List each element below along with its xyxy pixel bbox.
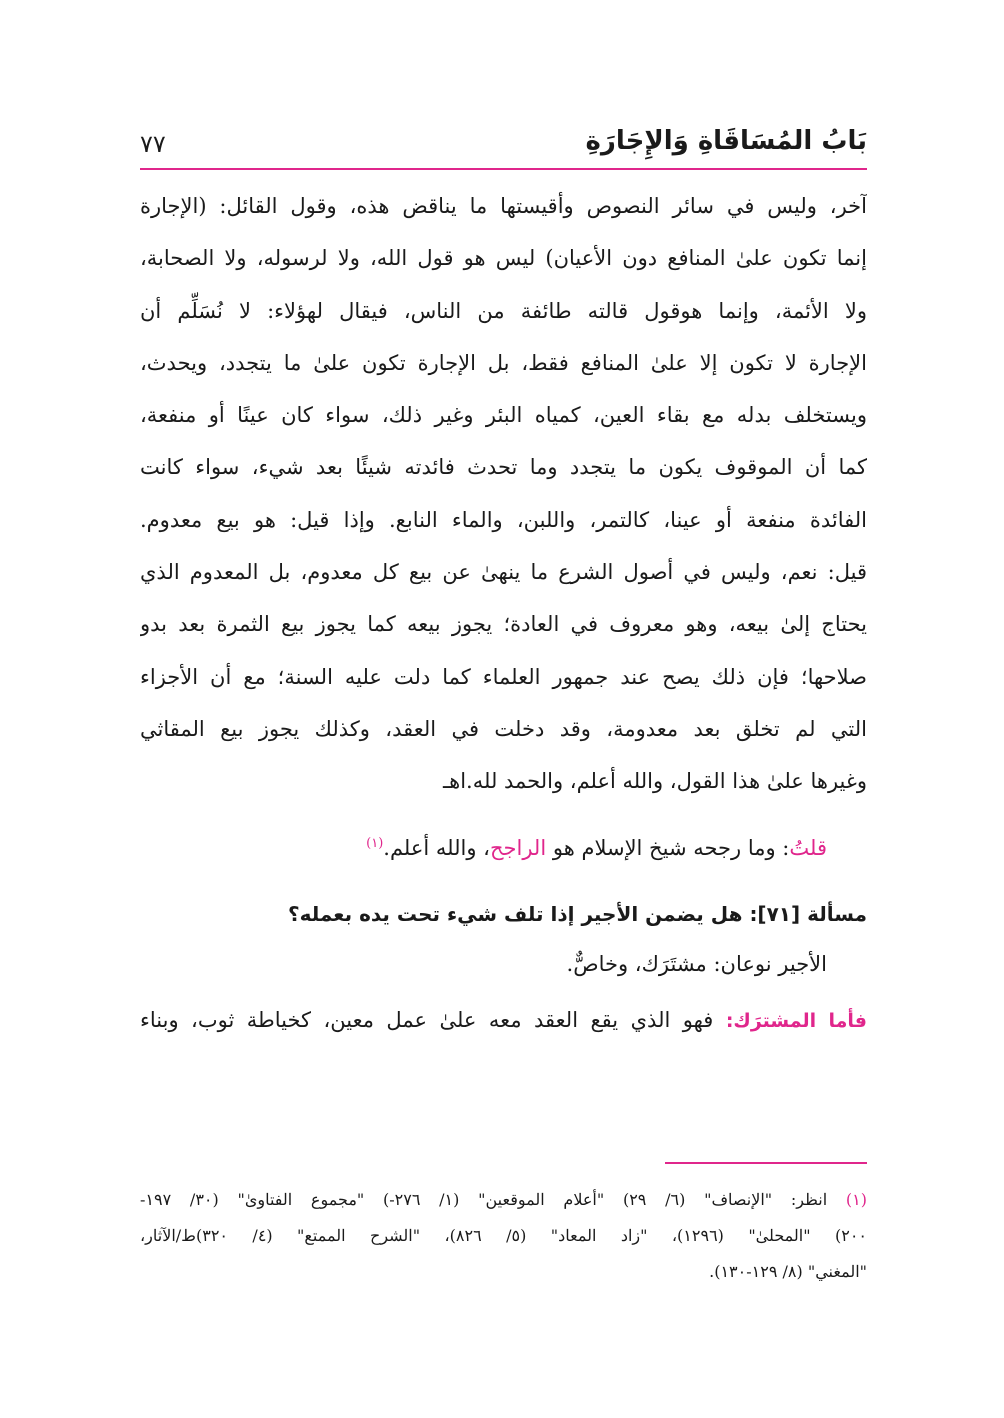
paragraph-start [140,994,867,1050]
author-note [140,818,867,870]
page-header [140,120,867,170]
note-label: قلتُ [789,835,827,860]
text-line: ويستخلف بدله مع بقاء العين، كمياه البئر وغير ذلك، سواء كان عينًا أو منفعة، [140,403,867,428]
header-divider [140,168,867,170]
footnote-divider [665,1162,867,1164]
footnote-text: انظر: "الإنصاف" (٦/ ٢٩) "أعلام الموقعين" (١/ ٢٧٦-) "مجموع الفتاوىٰ" (٣٠/ ١٩٧- [140,1190,828,1209]
footnote-reference[interactable]: (١) [366,835,384,851]
footnote-line: ٢٠٠) "المحلىٰ" (١٢٩٦)، "زاد المعاد" (٥/ ٨٢٦)، "الشرح الممتع" (٤/ ٣٢٠)ط/الآثار، [140,1226,867,1245]
main-text [140,180,867,1050]
question-heading [140,888,867,938]
note-highlight: الراجح [489,835,547,860]
text-line: التي لم تخلق بعد معدومة، وقد دخلت في العقد، وكذلك يجوز بيع المقاثي [140,716,867,741]
question-label: مسألة [٧١]: [749,901,867,926]
question-text: هل يضمن الأجير إذا تلف شيء تحت يده بعمله؟ [288,901,750,926]
text-line: قيل: نعم، وليس في أصول الشرع ما ينهىٰ عن بيع كل معدوم، بل المعدوم الذي [140,560,867,585]
text-line: آخر، وليس في سائر النصوص وأقيستها ما يناقض هذه، وقول القائل: (الإجارة [140,194,867,218]
page-number: ٧٧ [140,130,166,158]
text-line: ولا الأئمة، وإنما هوقول قالته طائفة من الناس، فيقال لهؤلاء: لا نُسَلِّم أن [140,298,867,323]
text-line-last: وغيرها علىٰ هذا القول، والله أعلم، والحمد لله.اهـ [443,769,867,794]
footnote-line: "المغني" (٨/ ١٢٩-١٣٠). [709,1262,867,1281]
text-line: إنما تكون علىٰ المنافع دون الأعيان) ليس هو قول الله، ولا لرسوله، ولا الصحابة، [140,246,867,271]
text-line: يحتاج إلىٰ بيعه، وهو معروف في العادة؛ يجوز بيعه كما يجوز بيع الثمرة بعد بدو [140,612,867,637]
footnote-mark: (١) [845,1190,867,1209]
text-line: الإجارة لا تكون إلا علىٰ المنافع فقط، بل الإجارة تكون علىٰ ما يتجدد، ويحدث، [140,350,867,375]
footnotes [140,1182,867,1290]
running-title: بَابُ المُسَاقَاةِ وَالإِجَارَةِ [585,126,867,156]
term-text: فهو الذي يقع العقد معه علىٰ عمل معين، كخياطة ثوب، وبناء [140,1007,726,1032]
text-line: صلاحها؛ فإن ذلك يصح عند جمهور العلماء كما دلت عليه السنة؛ مع أن الأجزاء [140,664,867,689]
note-text: : وما رجحه شيخ الإسلام هو [546,835,790,860]
footnote-line [140,1182,867,1218]
text-line: كما أن الموقوف يكون ما يتجدد وما تحدث فائدته شيئًا بعد شيء، سواء كانت [140,455,867,480]
term-label: فأما المشترَك: [725,1009,867,1032]
note-text-end: ، والله أعلم. [383,835,490,860]
intro-line: الأجير نوعان: مشتَرَك، وخاصٌّ. [566,951,827,976]
text-line: الفائدة منفعة أو عينا، كالتمر، واللبن، والماء النابع. وإذا قيل: هو بيع معدوم. [140,507,867,532]
